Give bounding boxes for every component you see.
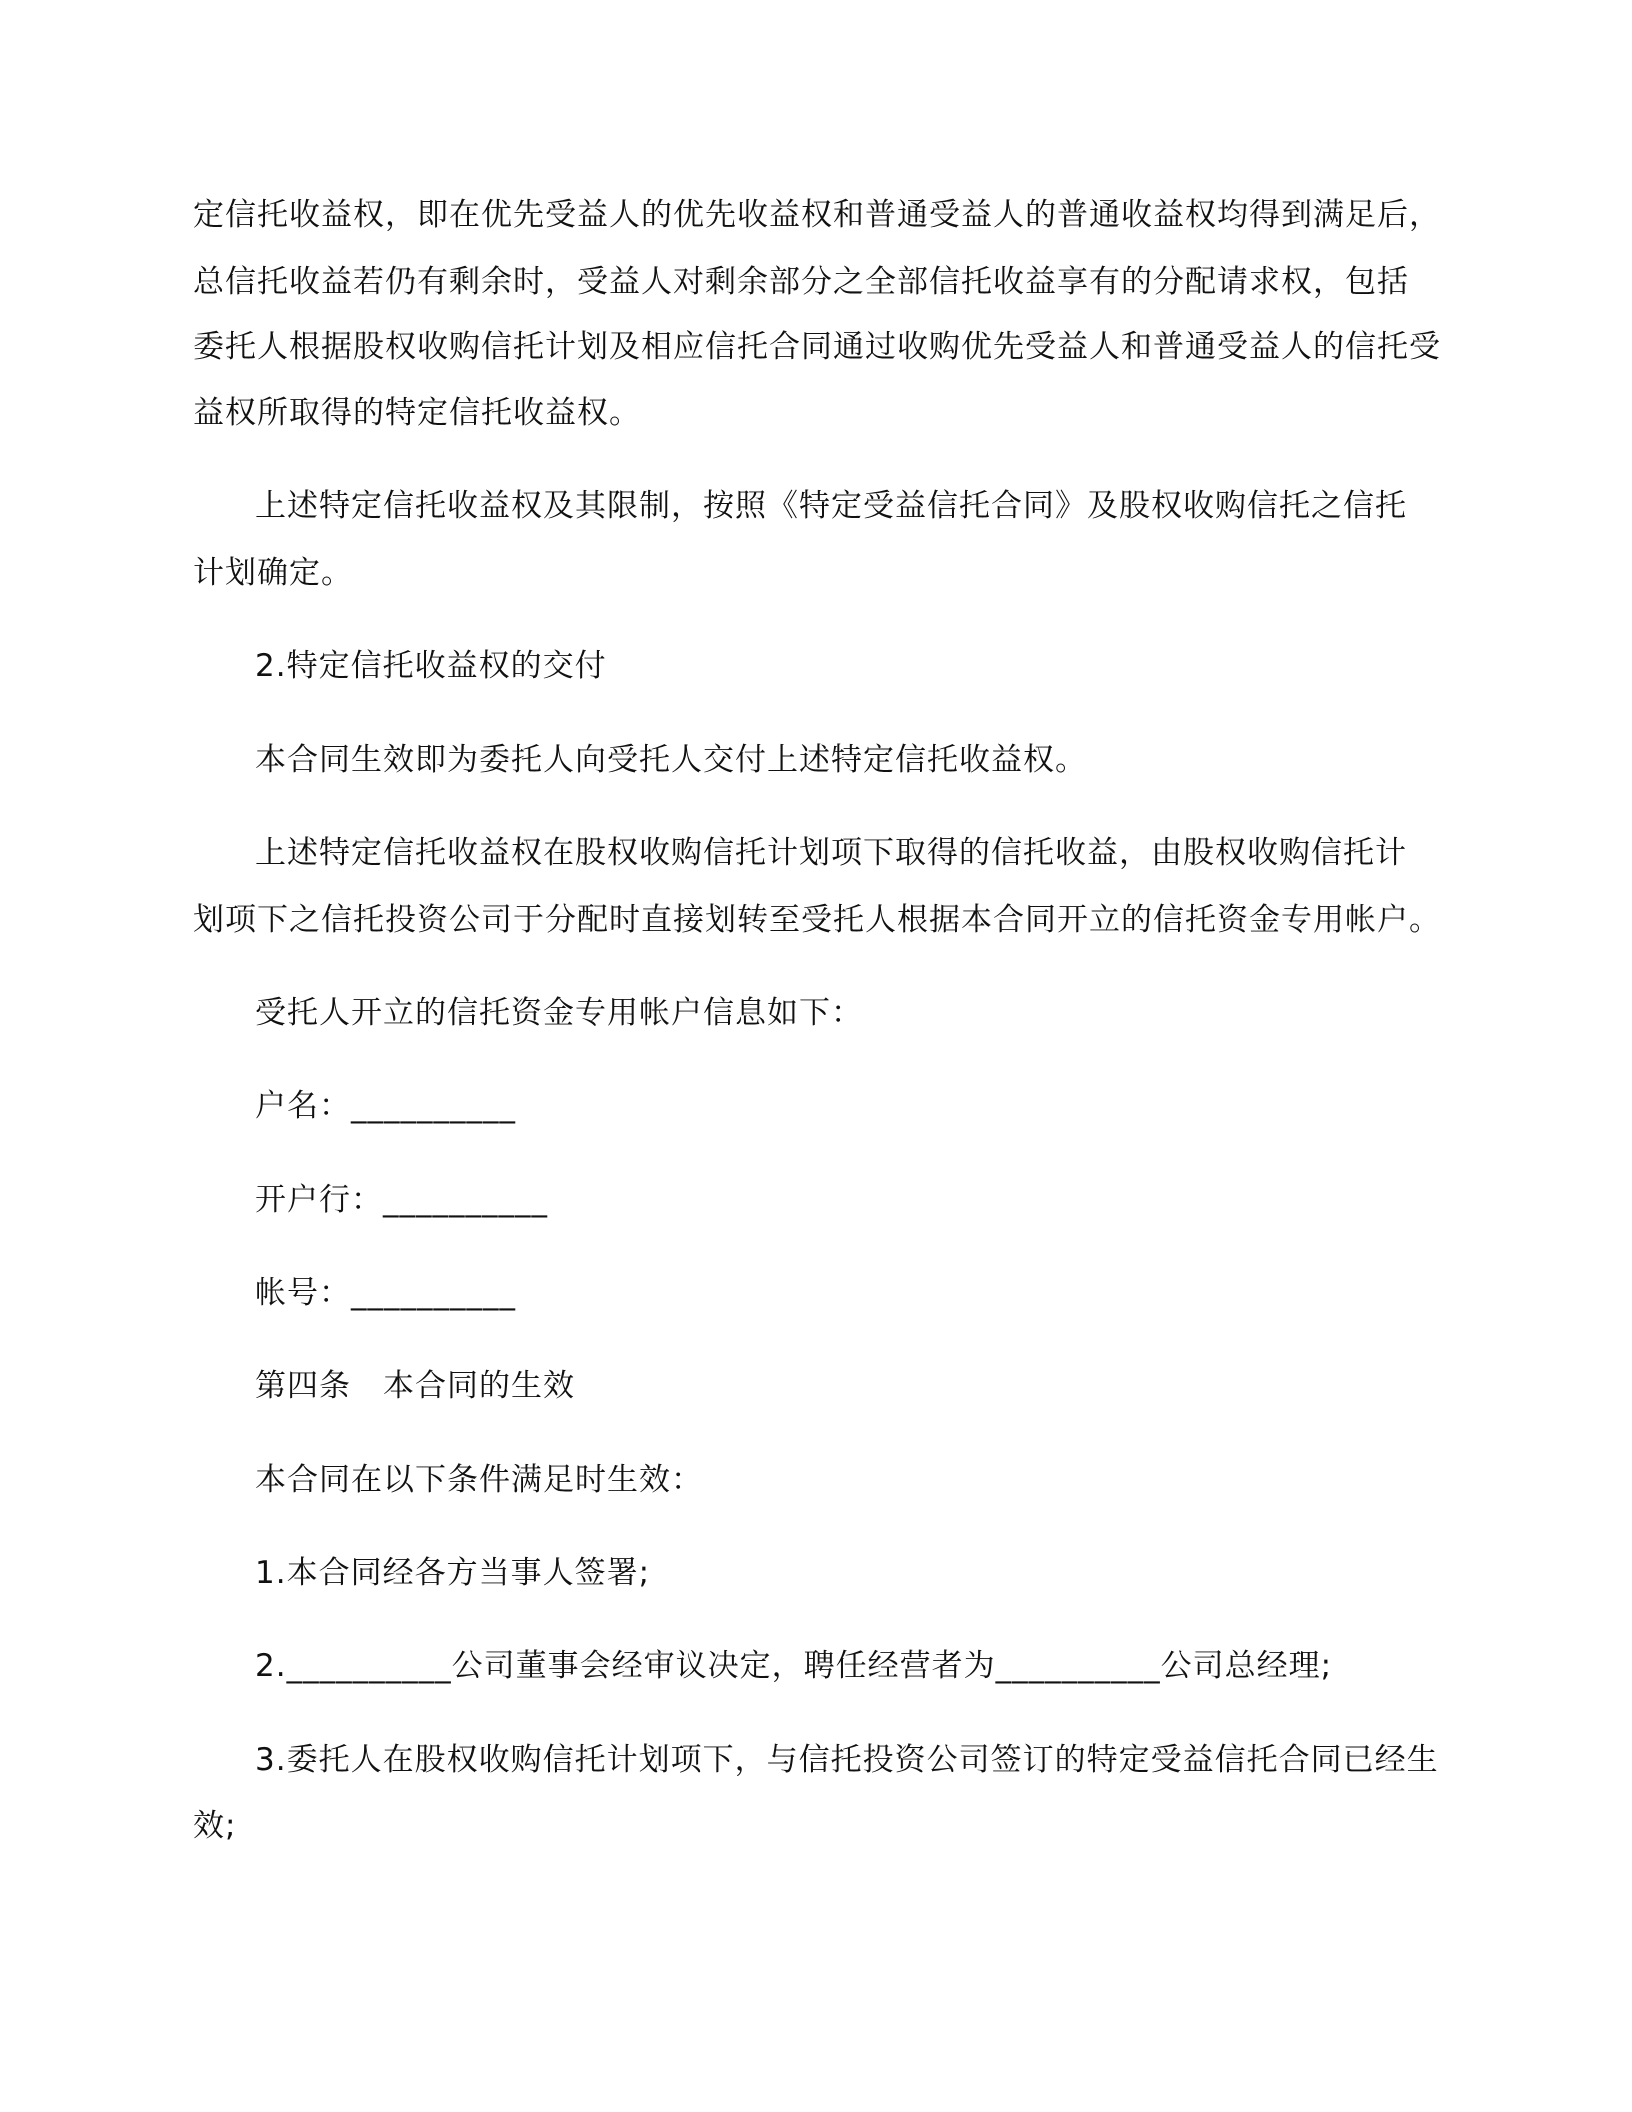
paragraph-1-line-1: 定信托收益权，即在优先受益人的优先收益权和普通受益人的普通收益权均得到满足后， <box>193 197 1441 233</box>
account-number-field: 帐号：__________ <box>255 1275 516 1311</box>
account-bank-field: 开户行：__________ <box>255 1182 548 1218</box>
paragraph-1-line-4: 益权所取得的特定信托收益权。 <box>193 395 641 431</box>
account-info-intro: 受托人开立的信托资金专用帐户信息如下： <box>255 995 863 1031</box>
effect-conditions-intro: 本合同在以下条件满足时生效： <box>255 1462 703 1498</box>
condition-2: 2.__________公司董事会经审议决定，聘任经营者为__________公司总经理; <box>255 1648 1333 1684</box>
condition-3-line-1: 3.委托人在股权收购信托计划项下，与信托投资公司签订的特定受益信托合同已经生 <box>255 1742 1439 1778</box>
paragraph-2-line-2: 计划确定。 <box>193 555 353 591</box>
section-2-heading: 2.特定信托收益权的交付 <box>255 648 607 684</box>
paragraph-4-line-2: 划项下之信托投资公司于分配时直接划转至受托人根据本合同开立的信托资金专用帐户。 <box>193 902 1441 938</box>
paragraph-2-line-1: 上述特定信托收益权及其限制，按照《特定受益信托合同》及股权收购信托之信托 <box>255 488 1407 524</box>
paragraph-1-line-3: 委托人根据股权收购信托计划及相应信托合同通过收购优先受益人和普通受益人的信托受 <box>193 329 1441 365</box>
paragraph-1-line-2: 总信托收益若仍有剩余时，受益人对剩余部分之全部信托收益享有的分配请求权，包括 <box>193 264 1409 300</box>
paragraph-4-line-1: 上述特定信托收益权在股权收购信托计划项下取得的信托收益，由股权收购信托计 <box>255 835 1407 871</box>
condition-3-line-2: 效; <box>193 1808 237 1844</box>
article-4-heading: 第四条 本合同的生效 <box>255 1368 575 1404</box>
condition-1: 1.本合同经各方当事人签署; <box>255 1555 651 1591</box>
account-name-field: 户名：__________ <box>255 1088 516 1124</box>
paragraph-3: 本合同生效即为委托人向受托人交付上述特定信托收益权。 <box>255 742 1087 778</box>
